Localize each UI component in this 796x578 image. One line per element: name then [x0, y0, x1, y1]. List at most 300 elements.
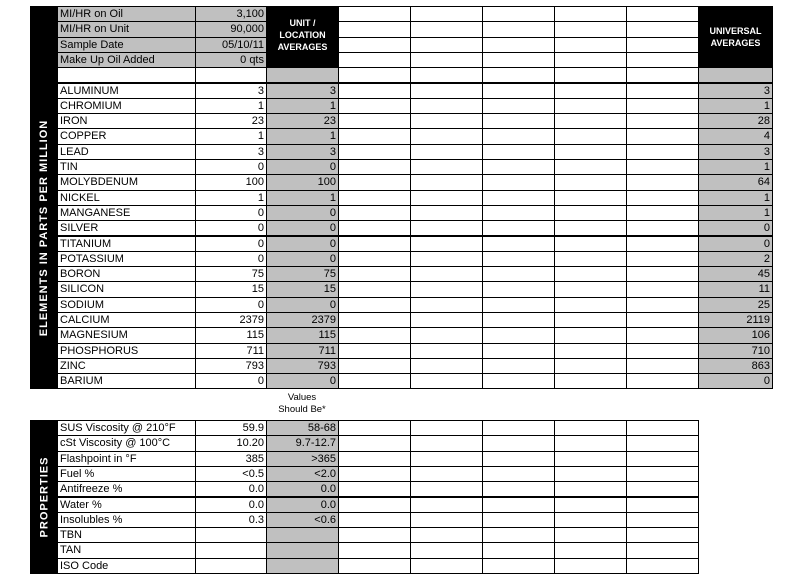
- empty-cell: [410, 128, 483, 144]
- empty-cell: [482, 497, 555, 513]
- empty-cell: [626, 327, 699, 343]
- properties-side-label-text: PROPERTIES: [38, 456, 50, 538]
- empty-cell: [338, 266, 411, 282]
- empty-cell: [338, 52, 411, 68]
- empty-cell: [626, 98, 699, 114]
- property-value: 59.9: [195, 420, 267, 436]
- empty-cell: [626, 83, 699, 99]
- empty-cell: [410, 236, 483, 252]
- element-unit-average: 0: [266, 220, 339, 236]
- element-universal-average: 0: [698, 236, 773, 252]
- element-name: POTASSIUM: [57, 251, 196, 267]
- empty-cell: [482, 6, 555, 22]
- empty-cell: [626, 373, 699, 389]
- empty-cell: [482, 236, 555, 252]
- header-line: UNIVERSAL: [709, 26, 762, 36]
- property-name: Water %: [57, 497, 196, 513]
- empty-cell: [626, 113, 699, 129]
- empty-cell: [338, 190, 411, 206]
- empty-cell: [626, 497, 699, 513]
- empty-cell: [410, 327, 483, 343]
- empty-cell: [482, 312, 555, 328]
- element-unit-average: 75: [266, 266, 339, 282]
- element-universal-average: 45: [698, 266, 773, 282]
- empty-cell: [554, 497, 627, 513]
- property-should-be: 9.7-12.7: [266, 435, 339, 451]
- property-value: [195, 558, 267, 574]
- property-value: [195, 527, 267, 543]
- empty-cell: [482, 420, 555, 436]
- element-name: CHROMIUM: [57, 98, 196, 114]
- element-unit-average: 23: [266, 113, 339, 129]
- element-universal-average: 11: [698, 281, 773, 297]
- property-should-be: >365: [266, 451, 339, 467]
- element-unit-average: 0: [266, 251, 339, 267]
- empty-cell: [338, 6, 411, 22]
- element-name: NICKEL: [57, 190, 196, 206]
- empty-cell: [338, 327, 411, 343]
- empty-cell: [626, 542, 699, 558]
- empty-cell: [626, 435, 699, 451]
- empty-cell: [410, 466, 483, 482]
- unit-location-averages-header: [266, 6, 339, 68]
- property-value: 10.20: [195, 435, 267, 451]
- empty-cell: [554, 451, 627, 467]
- property-value: 385: [195, 451, 267, 467]
- empty-cell: [626, 37, 699, 53]
- empty-cell: [554, 251, 627, 267]
- empty-cell: [482, 21, 555, 37]
- empty-cell: [410, 205, 483, 221]
- element-name: TITANIUM: [57, 236, 196, 252]
- empty-cell: [626, 67, 699, 83]
- empty-cell: [410, 21, 483, 37]
- empty-cell: [482, 52, 555, 68]
- element-value: 0: [195, 251, 267, 267]
- empty-cell: [338, 37, 411, 53]
- empty-cell: [338, 420, 411, 436]
- empty-cell: [554, 128, 627, 144]
- element-value: 115: [195, 327, 267, 343]
- empty-cell: [410, 373, 483, 389]
- element-value: 0: [195, 236, 267, 252]
- empty-cell: [338, 67, 411, 83]
- element-value: 711: [195, 343, 267, 359]
- empty-cell: [626, 281, 699, 297]
- element-unit-average: 1: [266, 98, 339, 114]
- empty-cell: [266, 67, 339, 83]
- empty-cell: [554, 343, 627, 359]
- element-value: 793: [195, 358, 267, 374]
- empty-cell: [410, 159, 483, 175]
- property-value: [195, 542, 267, 558]
- empty-cell: [482, 327, 555, 343]
- empty-cell: [482, 358, 555, 374]
- empty-cell: [482, 159, 555, 175]
- empty-cell: [626, 52, 699, 68]
- element-unit-average: 3: [266, 83, 339, 99]
- empty-cell: [338, 236, 411, 252]
- empty-cell: [482, 113, 555, 129]
- element-value: 0: [195, 159, 267, 175]
- element-universal-average: 1: [698, 98, 773, 114]
- empty-cell: [410, 174, 483, 190]
- empty-cell: [626, 266, 699, 282]
- element-universal-average: 3: [698, 83, 773, 99]
- property-value: 0.3: [195, 512, 267, 528]
- empty-cell: [482, 83, 555, 99]
- empty-cell: [554, 373, 627, 389]
- empty-cell: [554, 174, 627, 190]
- property-name: TAN: [57, 542, 196, 558]
- info-label: MI/HR on Unit: [57, 21, 196, 37]
- empty-cell: [626, 251, 699, 267]
- empty-cell: [338, 98, 411, 114]
- empty-cell: [626, 6, 699, 22]
- empty-cell: [626, 236, 699, 252]
- property-should-be: 0.0: [266, 481, 339, 497]
- element-value: 0: [195, 297, 267, 313]
- element-unit-average: 15: [266, 281, 339, 297]
- empty-cell: [554, 190, 627, 206]
- empty-cell: [410, 558, 483, 574]
- empty-cell: [626, 220, 699, 236]
- element-unit-average: 100: [266, 174, 339, 190]
- empty-cell: [338, 281, 411, 297]
- empty-cell: [554, 83, 627, 99]
- element-name: MAGNESIUM: [57, 327, 196, 343]
- element-name: IRON: [57, 113, 196, 129]
- empty-cell: [554, 159, 627, 175]
- element-name: LEAD: [57, 144, 196, 160]
- empty-cell: [338, 358, 411, 374]
- element-value: 100: [195, 174, 267, 190]
- empty-cell: [410, 435, 483, 451]
- empty-cell: [482, 67, 555, 83]
- empty-cell: [626, 343, 699, 359]
- property-name: Antifreeze %: [57, 481, 196, 497]
- empty-cell: [482, 297, 555, 313]
- empty-cell: [410, 190, 483, 206]
- empty-cell: [554, 236, 627, 252]
- empty-cell: [626, 159, 699, 175]
- element-universal-average: 863: [698, 358, 773, 374]
- empty-cell: [410, 358, 483, 374]
- info-value: 3,100: [195, 6, 267, 22]
- element-value: 1: [195, 190, 267, 206]
- element-name: ZINC: [57, 358, 196, 374]
- element-name: SILICON: [57, 281, 196, 297]
- element-universal-average: 1: [698, 205, 773, 221]
- property-name: SUS Viscosity @ 210°F: [57, 420, 196, 436]
- info-value: 0 qts: [195, 52, 267, 68]
- element-unit-average: 1: [266, 128, 339, 144]
- property-should-be: <2.0: [266, 466, 339, 482]
- element-universal-average: 0: [698, 373, 773, 389]
- empty-cell: [482, 205, 555, 221]
- property-should-be: 58-68: [266, 420, 339, 436]
- empty-cell: [338, 128, 411, 144]
- empty-cell: [410, 52, 483, 68]
- property-should-be: [266, 558, 339, 574]
- elements-side-label-text: ELEMENTS IN PARTS PER MILLION: [38, 120, 51, 337]
- element-name: SODIUM: [57, 297, 196, 313]
- element-value: 0: [195, 220, 267, 236]
- empty-cell: [626, 512, 699, 528]
- empty-cell: [338, 542, 411, 558]
- empty-cell: [626, 205, 699, 221]
- empty-cell: [554, 281, 627, 297]
- property-name: ISO Code: [57, 558, 196, 574]
- element-name: CALCIUM: [57, 312, 196, 328]
- empty-cell: [554, 527, 627, 543]
- empty-cell: [554, 558, 627, 574]
- empty-cell: [338, 451, 411, 467]
- info-value: 90,000: [195, 21, 267, 37]
- empty-cell: [410, 527, 483, 543]
- empty-cell: [626, 358, 699, 374]
- element-universal-average: 2: [698, 251, 773, 267]
- empty-cell: [554, 512, 627, 528]
- empty-cell: [482, 451, 555, 467]
- element-value: 1: [195, 98, 267, 114]
- property-name: TBN: [57, 527, 196, 543]
- note-line: Values: [287, 391, 317, 403]
- empty-cell: [410, 451, 483, 467]
- empty-cell: [482, 512, 555, 528]
- element-universal-average: 4: [698, 128, 773, 144]
- property-name: Insolubles %: [57, 512, 196, 528]
- header-line: LOCATION: [279, 30, 326, 40]
- empty-cell: [338, 312, 411, 328]
- empty-cell: [338, 466, 411, 482]
- empty-cell: [482, 98, 555, 114]
- empty-cell: [482, 174, 555, 190]
- element-unit-average: 1: [266, 190, 339, 206]
- header-side-block: [30, 6, 58, 68]
- empty-cell: [338, 113, 411, 129]
- property-name: cSt Viscosity @ 100°C: [57, 435, 196, 451]
- empty-cell: [482, 251, 555, 267]
- empty-cell: [410, 266, 483, 282]
- element-value: 0: [195, 373, 267, 389]
- empty-cell: [57, 67, 196, 83]
- element-value: 15: [195, 281, 267, 297]
- element-value: 3: [195, 144, 267, 160]
- element-universal-average: 710: [698, 343, 773, 359]
- empty-cell: [410, 481, 483, 497]
- properties-side-label: [30, 420, 58, 574]
- element-value: 75: [195, 266, 267, 282]
- empty-cell: [626, 21, 699, 37]
- empty-cell: [626, 558, 699, 574]
- element-unit-average: 0: [266, 373, 339, 389]
- element-name: PHOSPHORUS: [57, 343, 196, 359]
- empty-cell: [338, 174, 411, 190]
- property-name: Fuel %: [57, 466, 196, 482]
- empty-cell: [410, 542, 483, 558]
- element-name: SILVER: [57, 220, 196, 236]
- empty-cell: [482, 266, 555, 282]
- empty-cell: [482, 37, 555, 53]
- element-universal-average: 106: [698, 327, 773, 343]
- empty-cell: [338, 435, 411, 451]
- empty-cell: [482, 373, 555, 389]
- empty-cell: [410, 251, 483, 267]
- element-unit-average: 115: [266, 327, 339, 343]
- element-universal-average: 3: [698, 144, 773, 160]
- element-name: MANGANESE: [57, 205, 196, 221]
- empty-cell: [338, 343, 411, 359]
- empty-cell: [554, 37, 627, 53]
- element-name: TIN: [57, 159, 196, 175]
- empty-cell: [410, 144, 483, 160]
- empty-cell: [410, 297, 483, 313]
- empty-cell: [338, 251, 411, 267]
- empty-cell: [482, 542, 555, 558]
- empty-cell: [626, 466, 699, 482]
- empty-cell: [554, 98, 627, 114]
- empty-cell: [482, 466, 555, 482]
- element-value: 1: [195, 128, 267, 144]
- empty-cell: [482, 128, 555, 144]
- empty-cell: [554, 435, 627, 451]
- empty-cell: [554, 266, 627, 282]
- header-line: AVERAGES: [710, 38, 761, 48]
- empty-cell: [482, 220, 555, 236]
- element-universal-average: 25: [698, 297, 773, 313]
- empty-cell: [338, 220, 411, 236]
- empty-cell: [482, 343, 555, 359]
- empty-cell: [338, 527, 411, 543]
- empty-cell: [626, 481, 699, 497]
- elements-side-label: [30, 67, 58, 389]
- empty-cell: [338, 512, 411, 528]
- element-name: BARIUM: [57, 373, 196, 389]
- property-should-be: <0.6: [266, 512, 339, 528]
- empty-cell: [482, 481, 555, 497]
- empty-cell: [482, 527, 555, 543]
- info-label: Make Up Oil Added: [57, 52, 196, 68]
- empty-cell: [554, 52, 627, 68]
- empty-cell: [410, 83, 483, 99]
- element-name: ALUMINUM: [57, 83, 196, 99]
- empty-cell: [626, 144, 699, 160]
- note-line: Should Be*: [278, 403, 326, 415]
- empty-cell: [410, 343, 483, 359]
- empty-cell: [482, 435, 555, 451]
- header-line: UNIT /: [289, 18, 316, 28]
- empty-cell: [410, 98, 483, 114]
- element-universal-average: 1: [698, 159, 773, 175]
- element-unit-average: 711: [266, 343, 339, 359]
- element-value: 3: [195, 83, 267, 99]
- element-universal-average: 64: [698, 174, 773, 190]
- empty-cell: [554, 542, 627, 558]
- empty-cell: [410, 37, 483, 53]
- empty-cell: [410, 281, 483, 297]
- empty-cell: [554, 297, 627, 313]
- empty-cell: [338, 144, 411, 160]
- values-should-be-note: [266, 392, 338, 416]
- empty-cell: [482, 190, 555, 206]
- empty-cell: [554, 144, 627, 160]
- element-value: 2379: [195, 312, 267, 328]
- element-name: BORON: [57, 266, 196, 282]
- empty-cell: [338, 558, 411, 574]
- empty-cell: [626, 297, 699, 313]
- empty-cell: [338, 497, 411, 513]
- element-unit-average: 2379: [266, 312, 339, 328]
- property-should-be: [266, 527, 339, 543]
- empty-cell: [482, 144, 555, 160]
- empty-cell: [410, 6, 483, 22]
- info-value: 05/10/11: [195, 37, 267, 53]
- empty-cell: [554, 21, 627, 37]
- empty-cell: [554, 466, 627, 482]
- property-value: 0.0: [195, 481, 267, 497]
- element-universal-average: 2119: [698, 312, 773, 328]
- empty-cell: [195, 67, 267, 83]
- property-should-be: 0.0: [266, 497, 339, 513]
- empty-cell: [626, 312, 699, 328]
- element-unit-average: 0: [266, 205, 339, 221]
- universal-averages-header: [698, 6, 773, 68]
- empty-cell: [554, 358, 627, 374]
- element-unit-average: 0: [266, 297, 339, 313]
- empty-cell: [626, 527, 699, 543]
- element-universal-average: 0: [698, 220, 773, 236]
- info-label: Sample Date: [57, 37, 196, 53]
- empty-cell: [410, 420, 483, 436]
- empty-cell: [554, 312, 627, 328]
- empty-cell: [482, 281, 555, 297]
- empty-cell: [410, 512, 483, 528]
- empty-cell: [338, 481, 411, 497]
- empty-cell: [554, 113, 627, 129]
- element-unit-average: 793: [266, 358, 339, 374]
- header-line: AVERAGES: [277, 42, 328, 52]
- empty-cell: [338, 21, 411, 37]
- element-unit-average: 0: [266, 236, 339, 252]
- property-value: <0.5: [195, 466, 267, 482]
- element-universal-average: 28: [698, 113, 773, 129]
- element-universal-average: 1: [698, 190, 773, 206]
- property-should-be: [266, 542, 339, 558]
- empty-cell: [698, 67, 773, 83]
- empty-cell: [338, 205, 411, 221]
- empty-cell: [338, 83, 411, 99]
- element-unit-average: 0: [266, 159, 339, 175]
- element-name: COPPER: [57, 128, 196, 144]
- element-value: 0: [195, 205, 267, 221]
- empty-cell: [338, 297, 411, 313]
- empty-cell: [554, 220, 627, 236]
- empty-cell: [410, 312, 483, 328]
- element-unit-average: 3: [266, 144, 339, 160]
- property-value: 0.0: [195, 497, 267, 513]
- empty-cell: [554, 420, 627, 436]
- empty-cell: [410, 497, 483, 513]
- empty-cell: [338, 373, 411, 389]
- empty-cell: [482, 558, 555, 574]
- element-name: MOLYBDENUM: [57, 174, 196, 190]
- empty-cell: [626, 190, 699, 206]
- empty-cell: [554, 6, 627, 22]
- empty-cell: [626, 451, 699, 467]
- empty-cell: [554, 481, 627, 497]
- info-label: MI/HR on Oil: [57, 6, 196, 22]
